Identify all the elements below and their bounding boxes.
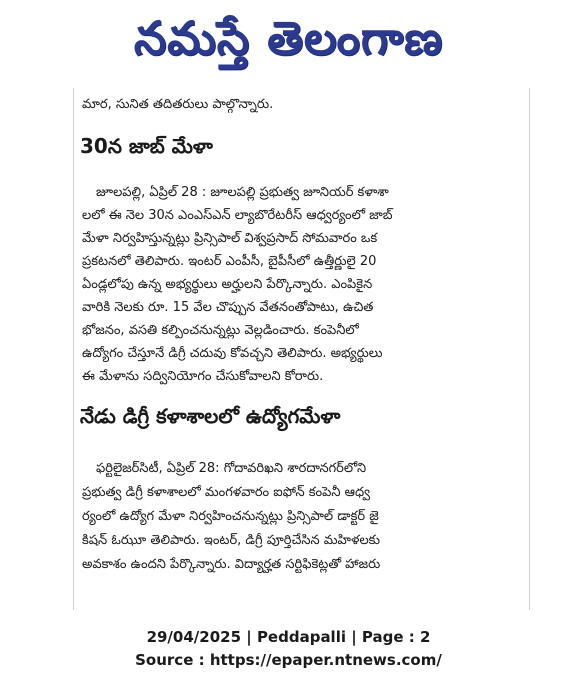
news-clipping bbox=[73, 88, 530, 610]
story2-line: కిషన్ ఓఝూ తెలిపారు. ఇంటర్, డిగ్రీ పూర్తిచేసిన మహిళలకు bbox=[82, 533, 380, 548]
story1-line: ఉద్యోగం చేస్తూనే డిగ్రీ చదువు కోవచ్చని తెలిపారు. అభ్యర్థులు bbox=[82, 346, 383, 361]
story2-headline: నేడు డిగ్రీ కళాశాలలో ఉద్యోగమేళా bbox=[80, 404, 341, 428]
masthead-title: నమస్తే తెలంగాణ bbox=[133, 11, 444, 65]
story1-headline: 30న జాబ్ మేళా bbox=[80, 134, 213, 158]
story2-line: ప్రభుత్వ డిగ్రీ కళాశాలలో మంగళవారం ఐఫోన్ కంపెనీ ఆధ్వ bbox=[82, 485, 371, 500]
footer-source: Source : https://epaper.ntnews.com/ bbox=[135, 651, 442, 669]
top-fragment: మార, సునిత తదితరులు పాల్గొన్నారు. bbox=[82, 97, 274, 112]
story1-line: వారికి నెలకు రూ. 15 వేల చొప్పున వేతనంతోపాటు, ఉచిత bbox=[82, 300, 374, 315]
story1-line: మేళా నిర్వహిస్తున్నట్లు ప్రిన్సిపాల్ విశ్వప్రసాద్ సోమవారం ఒక bbox=[82, 231, 378, 246]
story2-line: ఫర్టిలైజర్‌సిటీ, ఏప్రిల్ 28: గోదావరిఖని శారదానగర్‌లోని bbox=[96, 461, 367, 476]
story1-line: ఈ మేళాను సద్వినియోగం చేసుకోవాలని కోరారు. bbox=[82, 369, 324, 384]
story1-line: ఏండ్లలోపు ఉన్న అభ్యర్థులు అర్హులని పేర్కొన్నారు. ఎంపికైన bbox=[82, 277, 373, 292]
story1-line: భోజనం, వసతి కల్పించనున్నట్లు వెల్లడించారు. కంపెనీలో bbox=[82, 323, 359, 338]
story1-line: లలో ఈ నెల 30న ఎంఎస్ఎన్ ల్యాబొరేటరీస్ ఆధ్వర్యంలో జాబ్ bbox=[82, 208, 393, 223]
masthead bbox=[0, 0, 577, 88]
story1-line: జూలపల్లి, ఏప్రిల్ 28 : జూలపల్లి ప్రభుత్వ జూనియర్ కళాశా bbox=[96, 185, 389, 200]
story1-line: ప్రకటనలో తెలిపారు. ఇంటర్ ఎంపీసీ, బైపీసీలో ఉత్తీర్ణులై 20 bbox=[82, 254, 377, 269]
footer-date-edition: 29/04/2025 | Peddapalli | Page : 2 bbox=[146, 628, 431, 646]
story2-line: అవకాశం ఉందని పేర్కొన్నారు. విద్యార్హత సర్టిఫికెట్లతో హాజరు bbox=[82, 557, 381, 572]
story2-line: ర్యంలో ఉద్యోగ మేళా నిర్వహించనున్నట్లు ప్రిన్సిపాల్ డాక్టర్ జై bbox=[82, 509, 379, 524]
